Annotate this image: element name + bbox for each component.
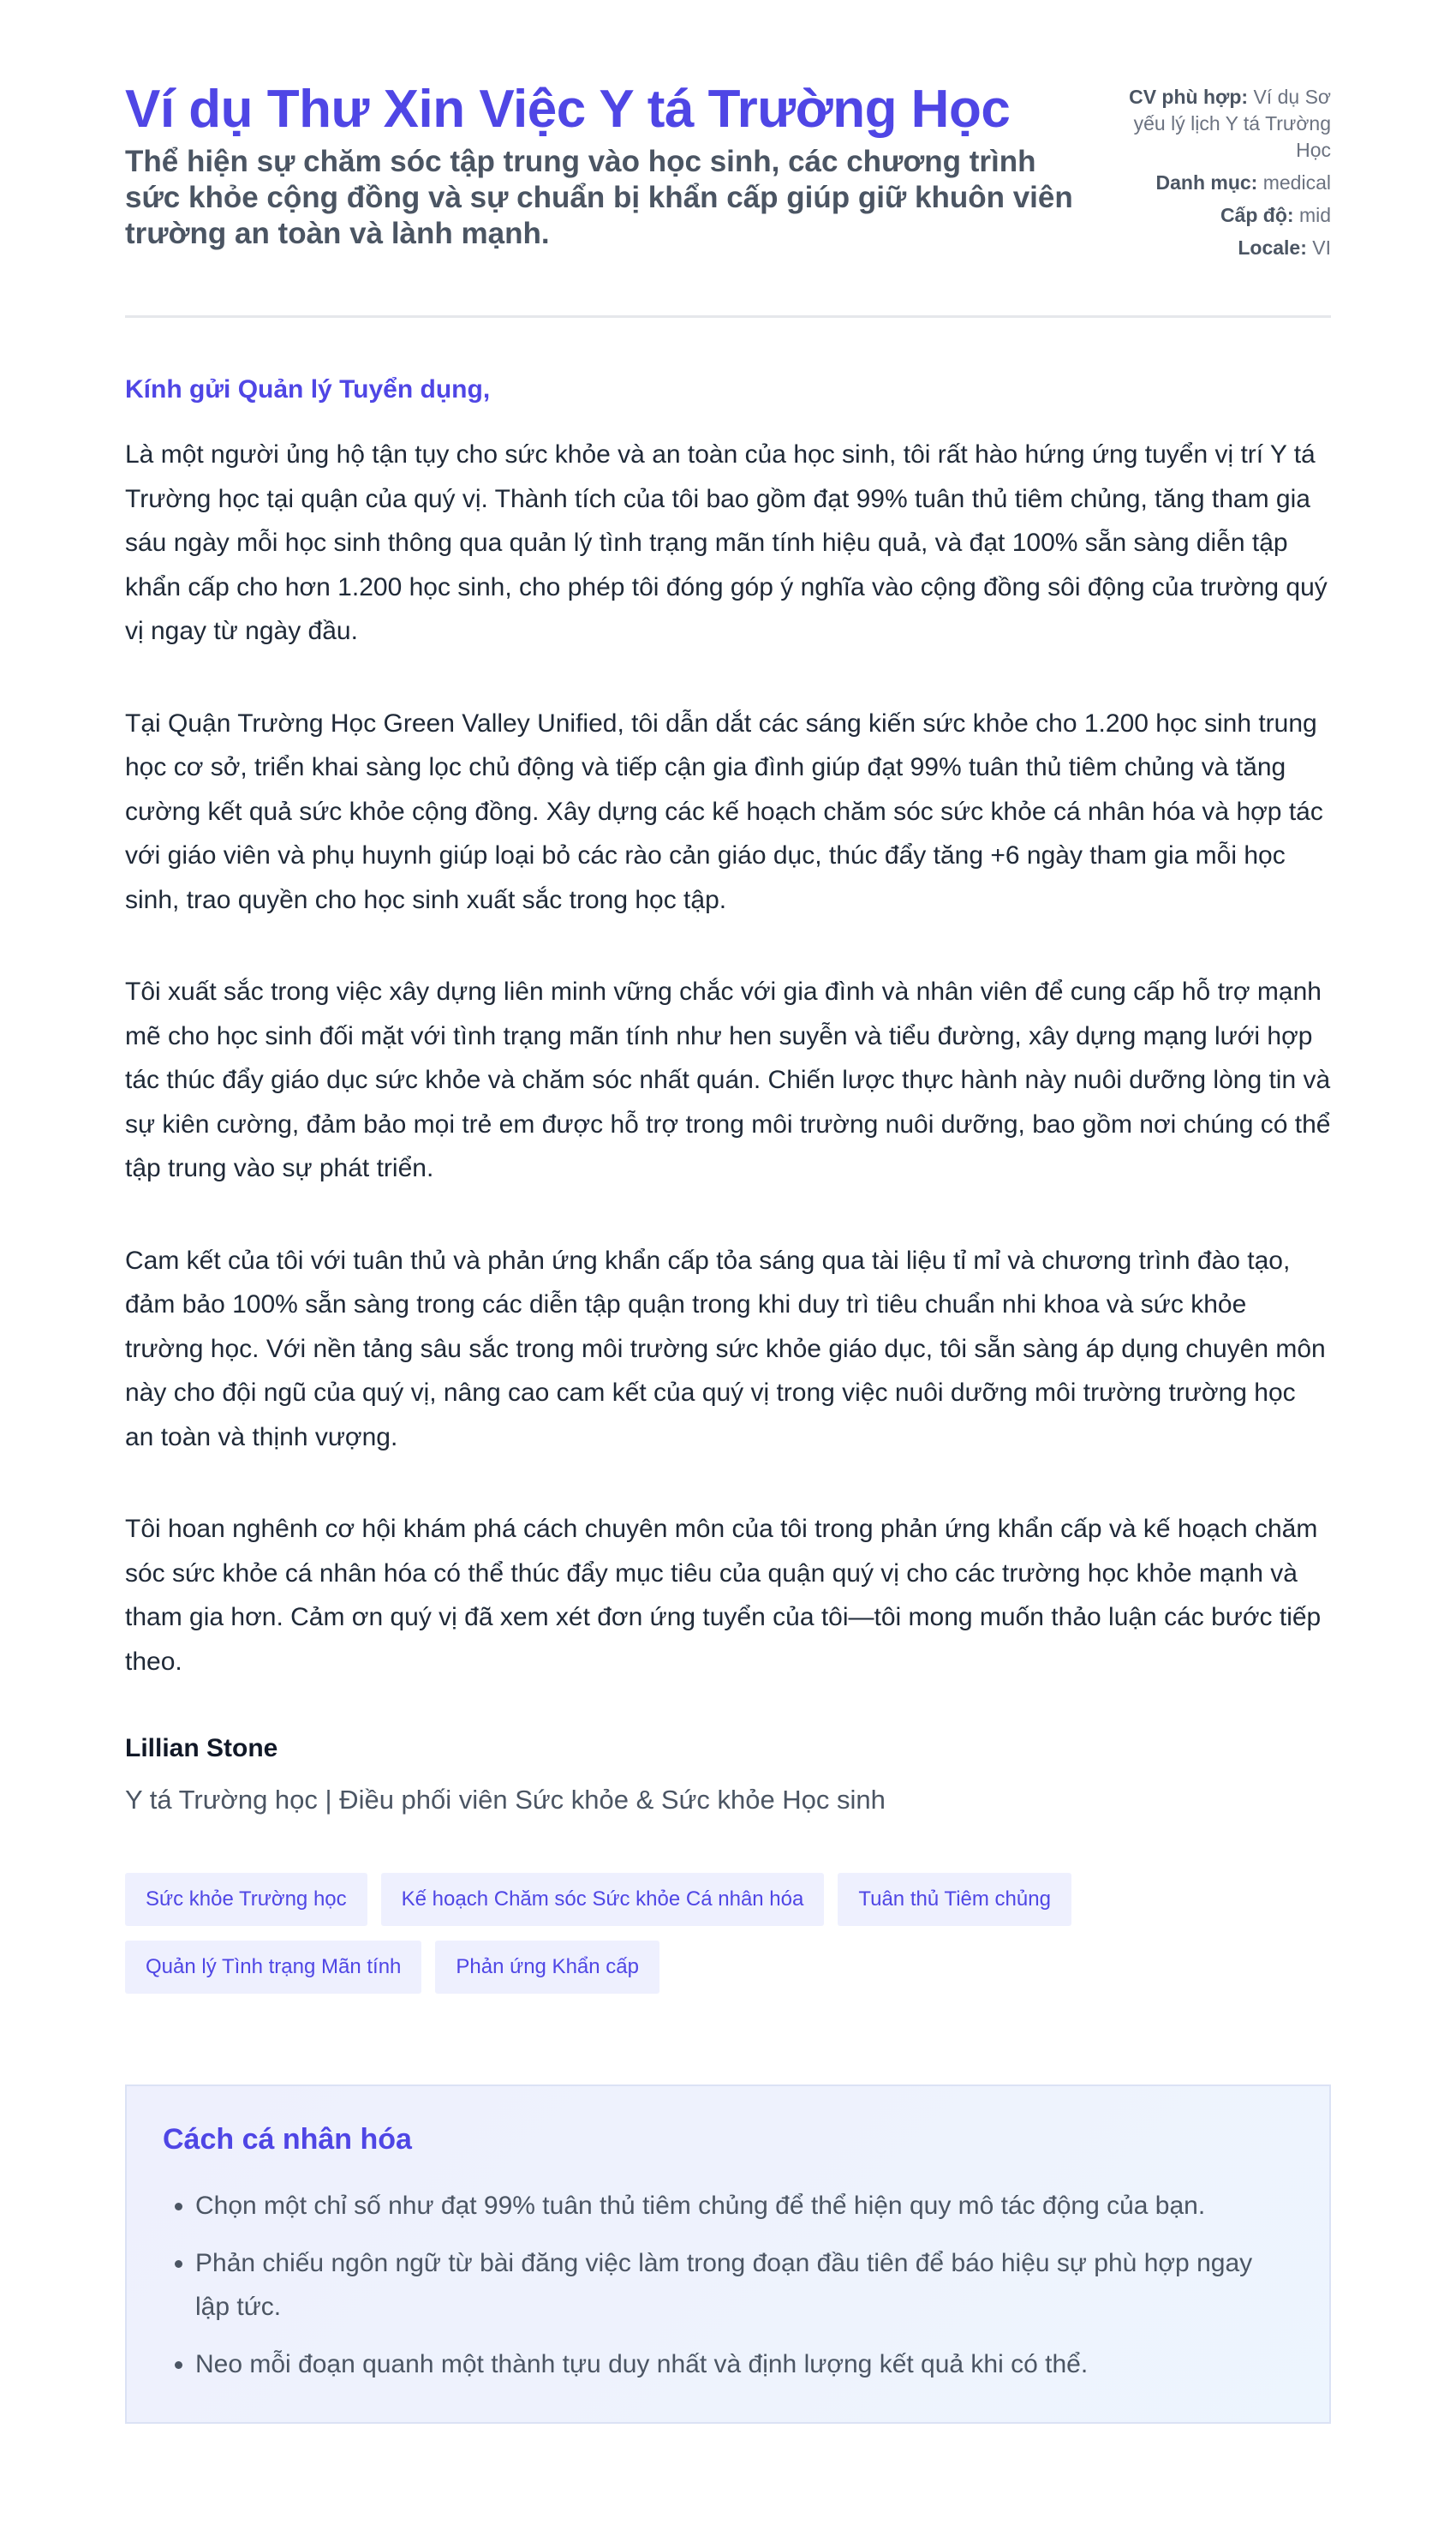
meta-locale-value: VI xyxy=(1312,236,1331,259)
salutation: Kính gửi Quản lý Tuyển dụng, xyxy=(125,375,491,404)
meta-panel xyxy=(1117,79,1331,267)
letter-paragraph: Tôi hoan nghênh cơ hội khám phá cách chuyên môn của tôi trong phản ứng khẩn cấp và kế hoạch chăm sóc sức khỏe cá nhân hóa có thể thúc đẩy mục tiêu của quận quý vị cho các trường học khỏe mạnh và tham gia hơn. Cảm ơn quý vị đã xem xét đơn ứng tuyển của tôi—tôi mong muốn thảo luận các bước tiếp theo. xyxy=(125,1515,1322,1676)
personalization-tips xyxy=(125,2084,1331,2424)
page-subtitle: Thể hiện sự chăm sóc tập trung vào học sinh, các chương trình sức khỏe cộng đồng và sự chuẩn bị khẩn cấp giúp giữ khuôn viên trường an toàn và lành mạnh. xyxy=(125,145,1073,250)
meta-locale-label: Locale: xyxy=(1238,236,1307,259)
meta-category xyxy=(1117,170,1331,196)
tip-item: • Chọn một chỉ số như đạt 99% tuân thủ tiêm chủng để thể hiện quy mô tác động của bạn. xyxy=(195,2184,1293,2228)
skill-tag: Kế hoạch Chăm sóc Sức khỏe Cá nhân hóa xyxy=(381,1873,825,1926)
meta-locale xyxy=(1117,235,1331,261)
letter-body xyxy=(125,318,1331,1817)
letter-paragraph: Tại Quận Trường Học Green Valley Unified, tôi dẫn dắt các sáng kiến sức khỏe cho 1.200 học sinh trung học cơ sở, triển khai sàng lọc chủ động và tiếp cận gia đình giúp đạt 99% tuân thủ tiêm chủng và tăng cường kết quả sức khỏe cộng đồng. Xây dựng các kế hoạch chăm sóc sức khỏe cá nhân hóa và hợp tác với giáo viên và phụ huynh giúp loại bỏ các rào cản giáo dục, thúc đẩy tăng +6 ngày tham gia mỗi học sinh, trao quyền cho học sinh xuất sắc trong học tập. xyxy=(125,709,1323,914)
skill-tag: Tuân thủ Tiêm chủng xyxy=(838,1873,1071,1926)
skill-tag: Phản ứng Khẩn cấp xyxy=(435,1941,659,1994)
meta-level-value: mid xyxy=(1298,204,1331,226)
letter-paragraph: Tôi xuất sắc trong việc xây dựng liên minh vững chắc với gia đình và nhân viên để cung cấp hỗ trợ mạnh mẽ cho học sinh đối mặt với tình trạng mãn tính như hen suyễn và tiểu đường, xây dựng mạng lưới hợp tác thúc đẩy giáo dục sức khỏe và chăm sóc nhất quán. Chiến lược thực hành này nuôi dưỡng lòng tin và sự kiên cường, đảm bảo mọi trẻ em được hỗ trợ trong môi trường nuôi dưỡng, bao gồm nơi chúng có thể tập trung vào sự phát triển. xyxy=(125,978,1331,1182)
meta-category-value: medical xyxy=(1262,171,1331,194)
skill-tags xyxy=(125,1873,1238,1994)
signature-name: Lillian Stone xyxy=(125,1734,278,1762)
page-header xyxy=(125,79,1331,318)
header-text xyxy=(125,79,1093,252)
tips-title: Cách cá nhân hóa xyxy=(163,2123,412,2156)
skill-tag: Quản lý Tình trạng Mãn tính xyxy=(125,1941,421,1994)
cover-letter-page xyxy=(125,0,1331,2424)
meta-level xyxy=(1117,202,1331,229)
meta-category-label: Danh mục: xyxy=(1155,171,1258,194)
tip-item: • Phản chiếu ngôn ngữ từ bài đăng việc làm trong đoạn đầu tiên để báo hiệu sự phù hợp ngay lập tức. xyxy=(195,2241,1293,2329)
tip-item: • Neo mỗi đoạn quanh một thành tựu duy nhất và định lượng kết quả khi có thể. xyxy=(195,2342,1293,2386)
meta-cv xyxy=(1117,84,1331,164)
meta-cv-label: CV phù hợp: xyxy=(1129,86,1249,108)
letter-paragraph: Cam kết của tôi với tuân thủ và phản ứng khẩn cấp tỏa sáng qua tài liệu tỉ mỉ và chương trình đào tạo, đảm bảo 100% sẵn sàng trong các diễn tập quận trong khi duy trì tiêu chuẩn nhi khoa và sức khỏe trường học. Với nền tảng sâu sắc trong môi trường sức khỏe giáo dục, tôi sẵn sàng áp dụng chuyên môn này cho đội ngũ của quý vị, nâng cao cam kết của quý vị trong việc nuôi dưỡng môi trường trường học an toàn và thịnh vượng. xyxy=(125,1246,1326,1451)
page-title: Ví dụ Thư Xin Việc Y tá Trường Học xyxy=(125,80,1011,139)
meta-level-label: Cấp độ: xyxy=(1220,204,1294,226)
meta-cv-value: Ví dụ Sơ yếu lý lịch Y tá Trường Học xyxy=(1133,86,1331,161)
tips-list xyxy=(163,2184,1293,2386)
letter-paragraph: Là một người ủng hộ tận tụy cho sức khỏe và an toàn của học sinh, tôi rất hào hứng ứng tuyển vị trí Y tá Trường học tại quận của quý vị. Thành tích của tôi bao gồm đạt 99% tuân thủ tiêm chủng, tăng tham gia sáu ngày mỗi học sinh thông qua quản lý tình trạng mãn tính hiệu quả, và đạt 100% sẵn sàng diễn tập khẩn cấp cho hơn 1.200 học sinh, cho phép tôi đóng góp ý nghĩa vào cộng đồng sôi động của trường quý vị ngay từ ngày đầu. xyxy=(125,440,1328,645)
skill-tag: Sức khỏe Trường học xyxy=(125,1873,367,1926)
signature-role: Y tá Trường học | Điều phối viên Sức khỏe & Sức khỏe Học sinh xyxy=(125,1785,886,1815)
